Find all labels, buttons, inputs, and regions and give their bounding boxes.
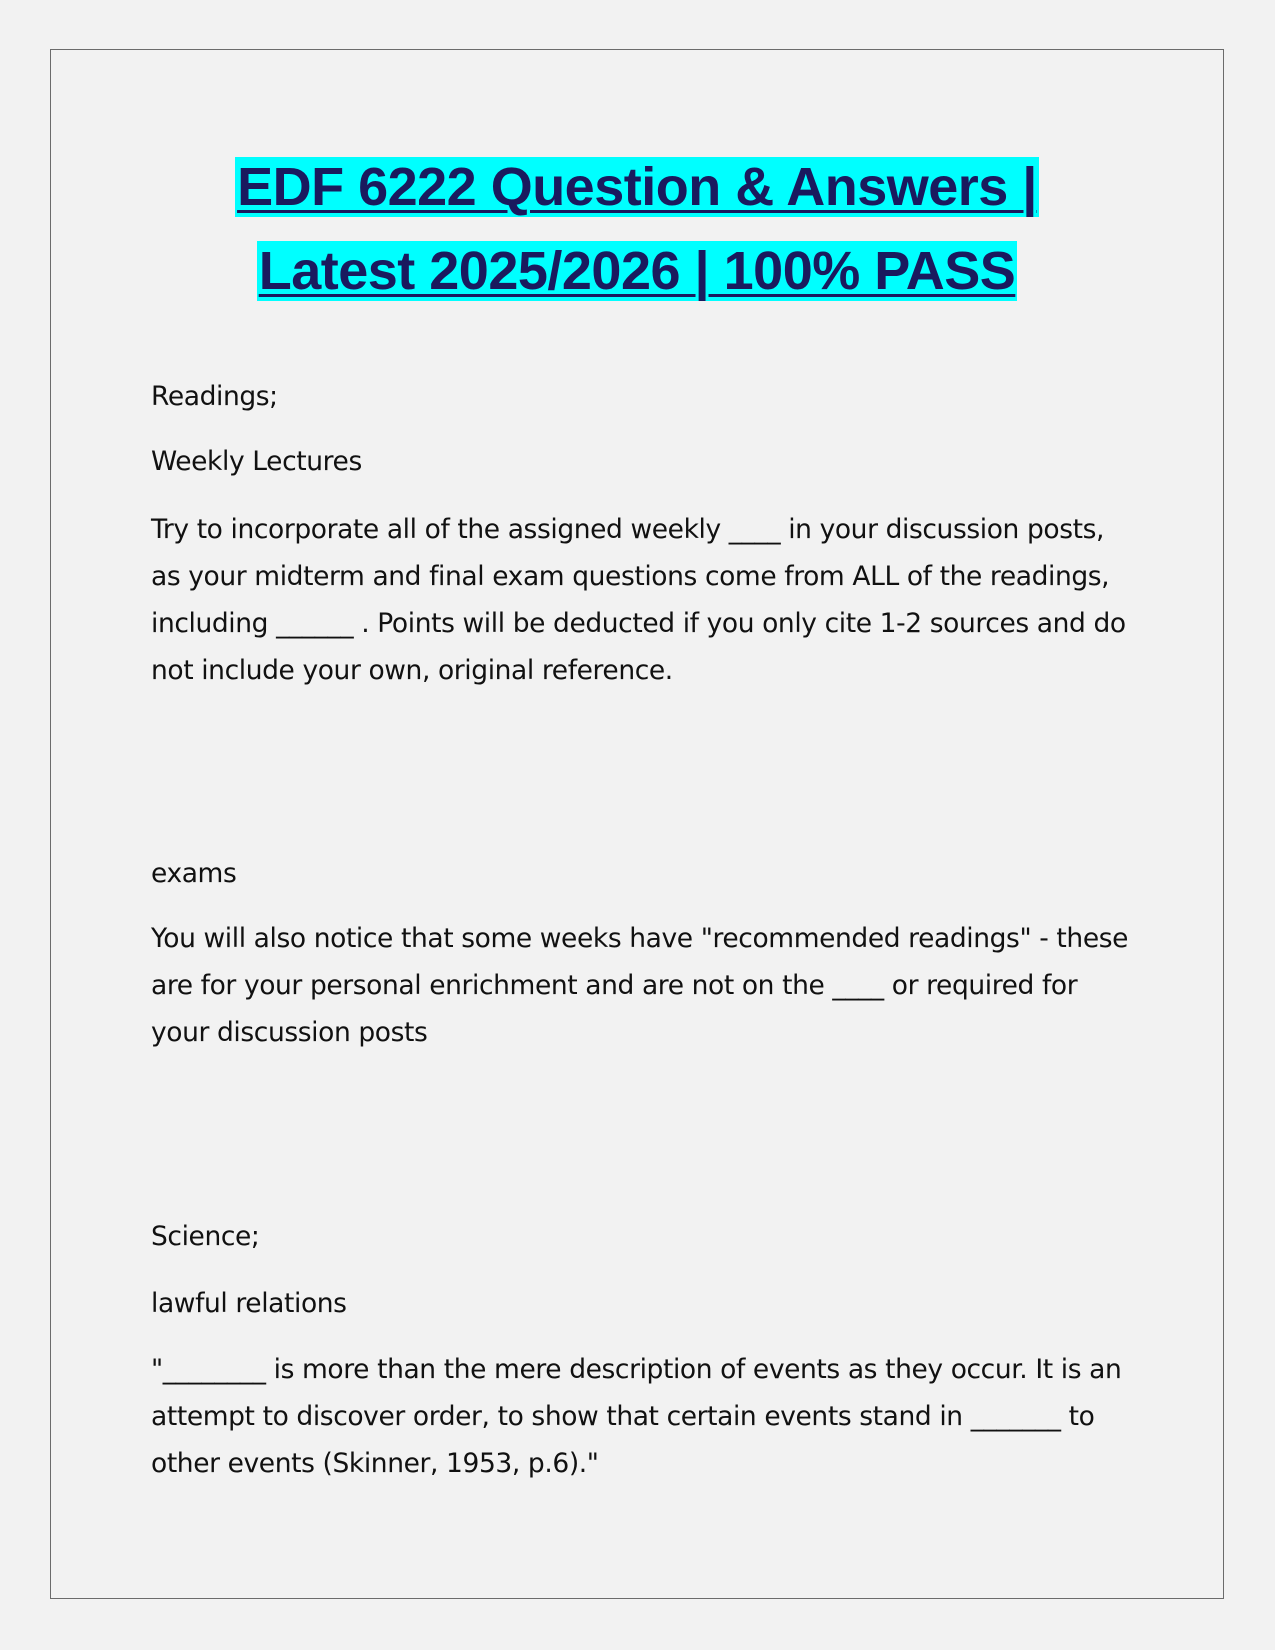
- document-title: [60, 145, 1214, 313]
- term-readings: Readings;: [151, 381, 278, 412]
- answer-lawful-relations: lawful relations: [151, 1288, 347, 1319]
- term-science: Science;: [151, 1221, 260, 1252]
- question-paragraph-3: "________ is more than the mere description of events as they occur. It is an attempt to discover order, to show that certain events stand in _______ to other events (Skinner, 1953, p.6).": [151, 1354, 1122, 1479]
- answer-weekly-lectures: Weekly Lectures: [151, 446, 362, 477]
- title-line-1: EDF 6222 Question & Answers |: [237, 157, 1037, 217]
- title-line-2: Latest 2025/2026 | 100% PASS: [258, 241, 1016, 301]
- question-paragraph-1: Try to incorporate all of the assigned weekly ____ in your discussion posts, as your midterm and final exam questions come from ALL of the readings, including ______ . Points will be deducted if you only cite 1-2 sources and do not include your own, original reference.: [151, 514, 1126, 686]
- answer-exams: exams: [151, 858, 237, 889]
- question-paragraph-2: You will also notice that some weeks have "recommended readings" - these are for your personal enrichment and are not on the ____ or required for your discussion posts: [151, 923, 1129, 1048]
